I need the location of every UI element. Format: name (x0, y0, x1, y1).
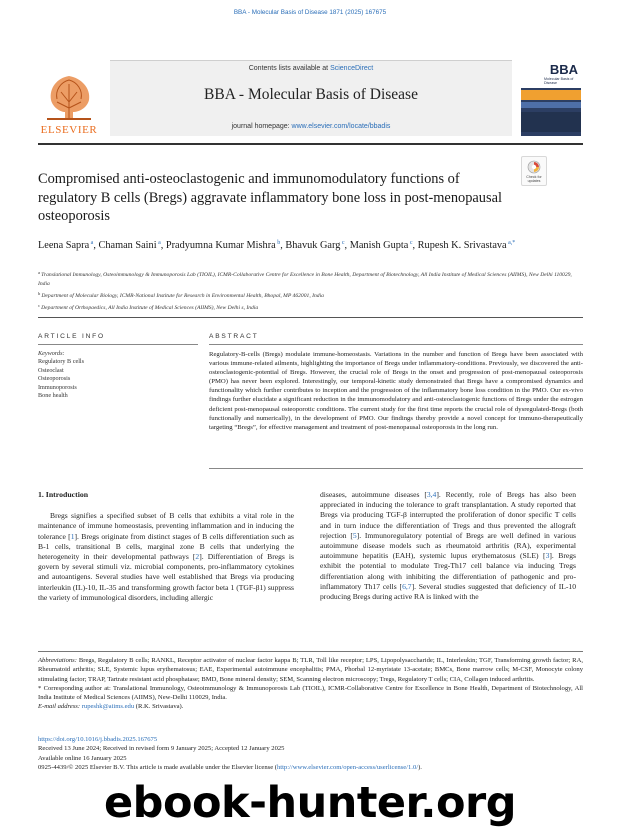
license-line (38, 763, 583, 772)
keyword-item: Bone health (38, 392, 68, 400)
affiliation-marker: b (38, 291, 42, 296)
body-text: ]. Differentiation of Bregs is govern by several stimuli viz. microbial components, pro-inflammatory cytokines and autoantigens. Several studies have well established that Bregs via producing interleukin (IL)-10, IL-35 and transforming growth factor beta 1 (TGF-β1) suppress the variety of immunological disorders, including allergic (38, 552, 294, 602)
check-for-updates-button[interactable] (521, 156, 547, 186)
body-text: Bregs signifies a specified subset of B cells that exhibits a vital role in the maintenance of immune homeostasis, preventing inflammation and in inducing the tolerance [ (38, 511, 294, 541)
affiliation-list (38, 268, 583, 313)
keywords-block (38, 350, 198, 400)
license-prefix: 0925-4439/© 2025 Elsevier B.V. This article is made available under the Elsevier license ( (38, 764, 277, 772)
author-name[interactable]: Bhavuk Garg (285, 240, 341, 251)
intro-paragraph-left (38, 511, 294, 603)
author-name[interactable]: Chaman Saini (98, 240, 157, 251)
introduction-heading: 1. Introduction (38, 490, 89, 499)
abbreviations-text: Bregs, Regulatory B cells; RANKL, Receptor activator of nuclear factor kappa B; TLR, Toll like receptor; LPS, Lipopolysaccharide; IL, Interleukin; TGF, Transforming growth factor; RA, Rheumatoid arthritis; SLE, Systemic lupus erythematosus; EAE, Experimental autoimmune encephalitis; PMA, Phorbal 12-myristate 13-acetate; BMCs, Bone marrow cells; M-CSF, Monocyte colony stimulating factor; TRAP, Tartrate resistant acid phosphatase; BMD, Bone mineral density; SEM, Scanning electron microscopy; Tregs, Regulatory T cells; CIA, Collagen induced arthritis. (38, 657, 583, 683)
citation-link[interactable]: 5 (352, 530, 357, 540)
keyword-item: Osteoporosis (38, 375, 71, 383)
abstract-rule (209, 344, 583, 345)
email-link[interactable]: rupeshk@aiims.edu (81, 703, 135, 711)
author-affiliation-marker[interactable]: a (156, 240, 161, 246)
article-meta (38, 735, 583, 773)
affiliation-marker: c (38, 303, 42, 308)
abstract-text: Regulatory-B-cells (Bregs) modulate immune-homeostasis. Variations in the number and function of Bregs have been associated with various immune-related ailments, highlighting the importance of Bregs under inflammatory-conditions. Previously, we discovered the anti-osteoclastogenic-potential of Bregs. However, the crucial role of Bregs in the onset and progression of post-menopausal osteoporosis (PMO) has never been explored. Interestingly, our temporal-kinetic study demonstrated that Bregs have a compromised dynamics and functionality which further contributes to inception and the progression of the inflammatory bone loss condition in the PMO. Our ex-vivo findings further elucidate a significant reduction in the immunomodulatory and anti-osteoclastogenic functions of Bregs under the estrogen deficient post-menopausal osteoporotic conditions. The current study for the first time reports the crucial role of dysregulated-Bregs (both functionally and numerically), in the development of PMO. Our findings thereby provide a novel concept for immuno-therapeutically targeting “Bregs”, for effective management and treatment of post-menopausal osteoporosis in the long run. (209, 351, 583, 431)
article-info-rule (38, 344, 198, 345)
affiliation-item (38, 301, 583, 313)
citation-link[interactable]: 6,7 (402, 581, 412, 591)
body-text: ]. Several studies suggested that deficiency of IL-10 producing Bregs during active RA is linked with the (320, 581, 576, 602)
footnotes (38, 656, 583, 712)
author-affiliation-marker[interactable]: a,* (506, 240, 516, 246)
footnote-rule (38, 651, 583, 652)
body-text: diseases, autoimmune diseases [ (320, 490, 427, 499)
keyword-item: Immunoporosis (38, 383, 77, 391)
author-affiliation-marker[interactable]: c (408, 240, 413, 246)
journal-cover[interactable] (521, 60, 581, 136)
received-dates: Received 13 June 2024; Received in revised form 9 January 2025; Accepted 12 January 2025 (38, 745, 285, 753)
journal-reference[interactable]: BBA - Molecular Basis of Disease 1871 (2025) 167675 (233, 9, 387, 16)
keyword-item: Regulatory B cells (38, 358, 85, 366)
affiliation-text: Department of Molecular Biology, ICMR-National Institute for Research in Environmental Health, Bhopal, MP 462001, India (41, 293, 324, 299)
keyword-list (38, 358, 198, 400)
affiliation-item (38, 268, 583, 289)
body-text: ]. Bregs originate from distinct stages of B cells differentiation such as B-1 cells, transitional B cells, marginal zone B cells that underlying the heterogeneity in their developmental pathways [ (38, 531, 294, 562)
author-affiliation-marker[interactable]: c (340, 240, 345, 246)
citation-link[interactable]: 3 (545, 551, 550, 561)
author-affiliation-marker[interactable]: a (89, 240, 94, 246)
homepage-line (110, 123, 512, 130)
journal-homepage-link[interactable]: www.elsevier.com/locate/bbadis (291, 123, 391, 130)
author-name[interactable]: Leena Sapra (38, 240, 90, 251)
abstract-label: ABSTRACT (209, 333, 259, 340)
intro-paragraph-right (320, 490, 576, 602)
author-name[interactable]: Rupesh K. Srivastava (417, 240, 507, 251)
email-label: E-mail address: (38, 703, 82, 711)
contents-prefix: Contents lists available at (248, 65, 331, 72)
cover-subtitle: Molecular Basis of Disease (544, 77, 574, 85)
body-text: ]. Recently, role of Bregs has also been appreciated in inducing the tolerance to graft transplantation. A study reported that Bregs via producing TGF-β interrupted the proliferation of donor specific T cells and in turn induce the differentiation of Tregs and thus prevented the allograft rejection [ (320, 490, 576, 540)
body-column-left (38, 490, 294, 603)
publisher-logo (38, 60, 100, 136)
author-list: Leena Sapra $^a$, Chaman Saini $^a$, Pradyumna Kumar Mishra $^b$, Bhavuk Garg $^c$, Manish Gupta $^c$, Rupesh K. Srivastava $^{a,*}$ (38, 240, 516, 251)
author-name[interactable]: Pradyumna Kumar Mishra (165, 240, 276, 251)
abbreviations-label: Abbreviations: (38, 657, 77, 664)
doi-link[interactable]: https://doi.org/10.1016/j.bbadis.2025.167675 (38, 736, 158, 743)
check-updates-label: Check for updates (526, 175, 542, 183)
citation-link[interactable]: 3,4 (426, 490, 437, 499)
license-link[interactable]: http://www.elsevier.com/open-access/userlicense/1.0/ (276, 764, 419, 772)
keyword-item: Osteoclast (38, 366, 64, 374)
email-line (38, 702, 583, 711)
article-info-label: ARTICLE INFO (38, 333, 105, 340)
section-rule (38, 317, 583, 318)
body-column-right (320, 490, 576, 602)
watermark: ebook-hunter.org (104, 778, 516, 827)
affiliation-text: Translational Immunology, Osteoimmunology & Immunoporosis Lab (TIOIL), ICMR-Collaborative Centre for Excellence in Bone Health, Department of Biotechnology, All India Institute of Medical Sciences (AIIMS), New Delhi 110029, India (38, 272, 572, 287)
abstract-bottom-rule (209, 468, 583, 469)
contents-line (110, 65, 512, 72)
affiliation-marker: a (38, 270, 42, 275)
header-rule (38, 143, 583, 145)
available-online: Available online 16 January 2025 (38, 754, 127, 762)
check-updates-icon (527, 160, 541, 174)
license-suffix: ). (418, 764, 422, 772)
corresponding-author: * Corresponding author at: Translational Immunology, Osteoimmunology & Immunoporosis Lab (TIOIL), ICMR-Collaborative Centre for Excellence in Bone Health, Department of Biotechnology, All India Institute of Medical Sciences (AIIMS), New-Delhi 110029, India. (38, 684, 583, 702)
affiliation-text: Department of Orthopaedics, All India Institute of Medical Sciences (AIIMS), New Delhi s, India (41, 305, 259, 311)
cover-logo: BBA (549, 62, 578, 77)
citation-link[interactable]: 2 (195, 552, 200, 562)
keywords-heading: Keywords: (38, 350, 65, 357)
journal-title: BBA - Molecular Basis of Disease (204, 86, 418, 103)
elsevier-tree-icon (43, 72, 95, 122)
journal-header (110, 60, 512, 136)
body-text: ]. Bregs exhibit the potential to modulate Treg-Th17 cell balance via inducing Tregs differentiation along with inhibiting the differentiation of pathogenic and pro-inflammatory Th17 cells [ (320, 551, 576, 591)
affiliation-item (38, 289, 583, 301)
homepage-prefix: journal homepage: (231, 123, 292, 130)
author-name[interactable]: Manish Gupta (349, 240, 409, 251)
sciencedirect-link[interactable]: ScienceDirect (330, 65, 374, 72)
citation-link[interactable]: 1 (70, 531, 75, 541)
author-affiliation-marker[interactable]: b (275, 240, 281, 246)
abbreviations (38, 656, 583, 684)
body-text: ]. Immunoregulatory potential of Bregs are well defined in various autoimmune disease models such as rheumatoid arthritis (RA), experimental autoimmune hepatitis (EAH), systemic lupus erythematosus (SLE) [ (320, 530, 576, 561)
article-title: Compromised anti-osteoclastogenic and immunomodulatory functions of regulatory B cells (Bregs) aggravate inflammatory bone loss in post-menopausal osteoporosis (38, 171, 502, 224)
publisher-name: ELSEVIER (40, 124, 98, 136)
email-suffix: (R.K. Srivastava). (134, 703, 184, 711)
